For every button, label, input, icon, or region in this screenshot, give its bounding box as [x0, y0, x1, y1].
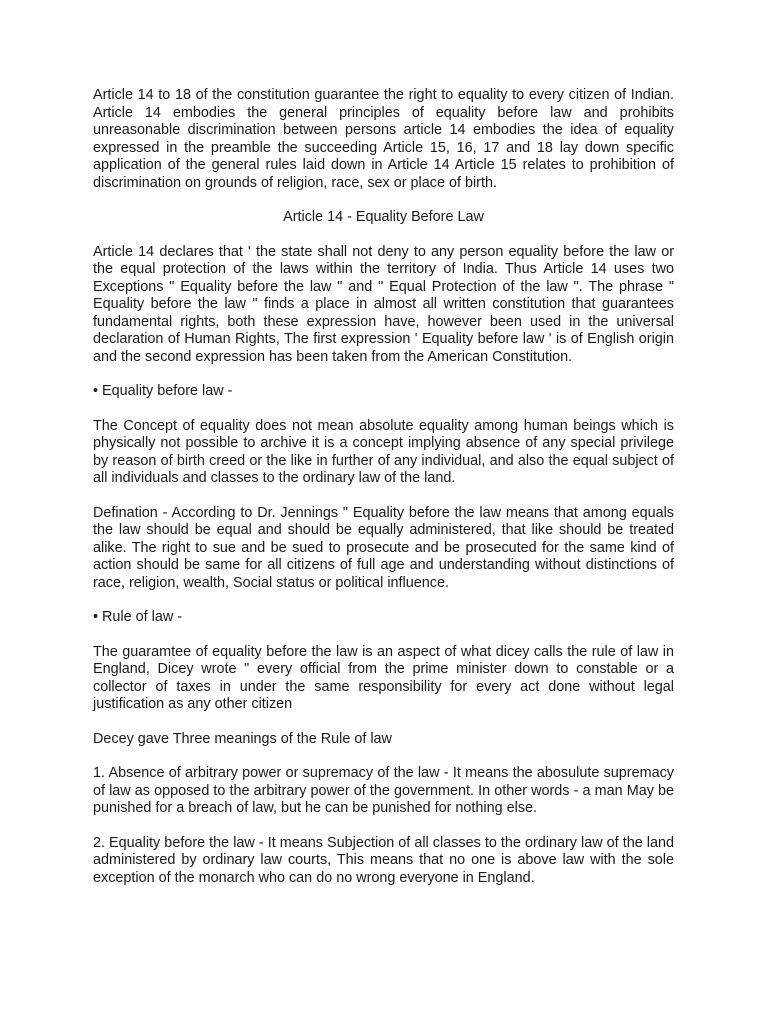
- rule-of-law-paragraph: The guaramtee of equality before the law is an aspect of what dicey calls the rule of law in England, Dicey wrote " every official from the prime minister down to constable or a collector of taxes in under the same responsibility for every act done without legal justification as any other citizen: [93, 643, 674, 712]
- concept-paragraph: The Concept of equality does not mean absolute equality among human beings which is physically not possible to archive it is a concept implying absence of any special privilege by reason of birth creed or the like in further of any individual, and also the equal subject of all individuals and classes to the ordinary law of the land.: [93, 417, 674, 486]
- section-heading: Article 14 - Equality Before Law: [283, 209, 484, 225]
- intro-paragraph: Article 14 to 18 of the constitution guarantee the right to equality to every citizen of Indian. Article 14 embodies the general principles of equality before law and prohibits unreasonable discrimination between persons article 14 embodies the idea of equality expressed in the preamble the succeeding Article 15, 16, 17 and 18 lay down specific application of the general rules laid down in Article 14 Article 15 relates to prohibition of discrimination on grounds of religion, race, sex or place of birth.: [93, 87, 674, 191]
- meaning-2-paragraph: 2. Equality before the law - It means Subjection of all classes to the ordinary law of the land administered by ordinary law courts, This means that no one is above law with the sole exception of the monarch who can do no wrong everyone in England.: [93, 834, 674, 886]
- bullet-equality-before-law: • Equality before law -: [93, 383, 233, 399]
- declaration-paragraph: Article 14 declares that ' the state shall not deny to any person equality before the law or the equal protection of the laws within the territory of India. Thus Article 14 uses two Exceptions " Equality before the law " and " Equal Protection of the law ". The phrase " Equality before the law " finds a place in almost all written constitution that guarantees fundamental rights, both these expression have, however been used in the universal declaration of Human Rights, The first expression ' Equality before law ' is of English origin and the second expression has been taken from the American Constitution.: [93, 243, 674, 365]
- meaning-1-paragraph: 1. Absence of arbitrary power or supremacy of the law - It means the abosulute supremacy of law as opposed to the arbitrary power of the government. In other words - a man May be punished for a breach of law, but he can be punished for nothing else.: [93, 765, 674, 816]
- bullet-rule-of-law: • Rule of law -: [93, 609, 183, 625]
- three-meanings-line: Decey gave Three meanings of the Rule of law: [93, 730, 392, 747]
- definition-paragraph: Defination - According to Dr. Jennings " Equality before the law means that among equals the law should be equal and should be equally administered, that like should be treated alike. The right to sue and be sued to prosecute and be prosecuted for the same kind of action should be same for all citizens of full age and understanding without distinctions of race, religion, wealth, Social status or political influence.: [93, 504, 674, 591]
